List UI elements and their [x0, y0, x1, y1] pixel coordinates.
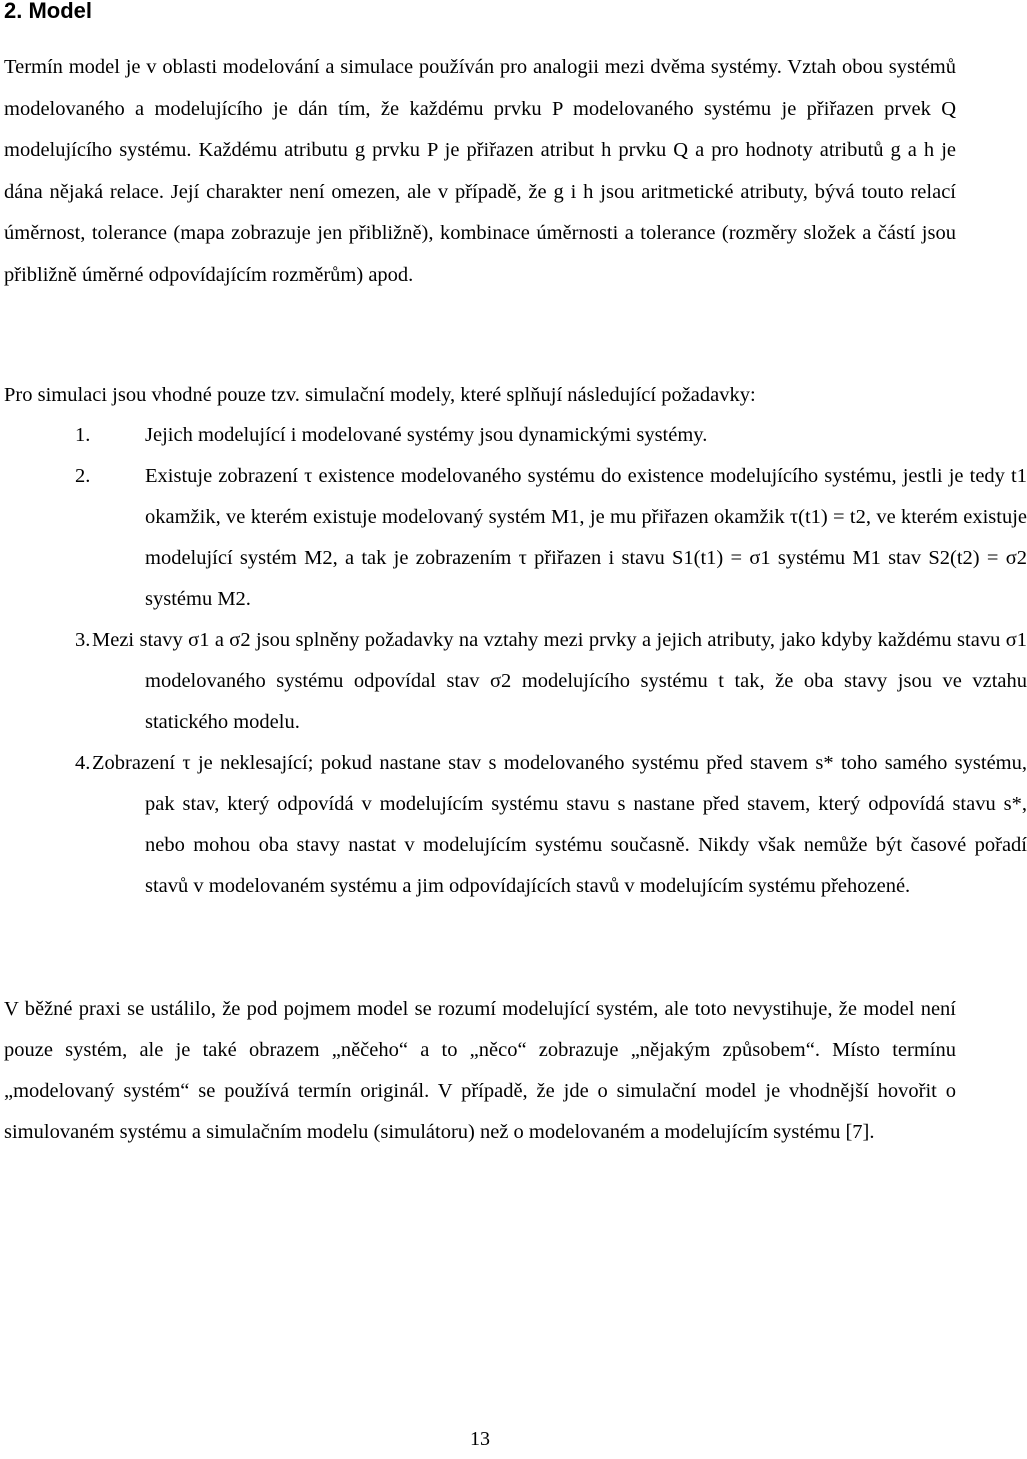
list-item-number: 2.: [75, 465, 91, 487]
list-item: [75, 456, 1027, 620]
list-item-number: 3.: [75, 629, 91, 651]
page-number: 13: [470, 1428, 490, 1450]
list-item: [75, 620, 1027, 743]
list-item-number: 1.: [75, 424, 91, 446]
list-item-number: 4.: [75, 752, 91, 774]
list-item-text: Mezi stavy σ1 a σ2 jsou splněny požadavky na vztahy mezi prvky a jejich atributy, jako kdyby každému stavu σ1 modelovaného systému odpovídal stav σ2 modelujícího systému t tak, že oba stavy jsou ve vztahu statického modelu.: [92, 629, 1027, 733]
section-heading: 2. Model: [4, 0, 93, 23]
intro-paragraph: Termín model je v oblasti modelování a simulace používán pro analogii mezi dvěma systémy. Vztah obou systémů modelovaného a modelujícího je dán tím, že každému prvku P modelovaného systému je přiřazen prvek Q modelujícího systému. Každému atributu g prvku P je přiřazen atribut h prvku Q a pro hodnoty atributů g a h je dána nějaká relace. Její charakter není omezen, ale v případě, že g i h jsou aritmetické atributy, bývá touto relací úměrnost, tolerance (mapa zobrazuje jen přibližně), kombinace úměrnosti a tolerance (rozměry složek a částí jsou přibližně úměrné odpovídajícím rozměrům) apod.: [4, 56, 962, 286]
list-item-text: Existuje zobrazení τ existence modelovaného systému do existence modelujícího systému, jestli je tedy t1 okamžik, ve kterém existuje modelovaný systém M1, je mu přiřazen okamžik τ(t1) = t2, ve kterém existuje modelující systém M2, a tak je zobrazením τ přiřazen i stavu S1(t1) = σ1 systému M1 stav S2(t2) = σ2 systému M2.: [145, 465, 1027, 610]
list-item: [75, 415, 1027, 456]
list-item: [75, 743, 1027, 907]
list-item-text: Zobrazení τ je neklesající; pokud nastane stav s modelovaného systému před stavem s* toho samého systému, pak stav, který odpovídá v modelujícím systému stavu s nastane před stavem, který odpovídá stavu s*, nebo mohou oba stavy nastat v modelujícím systému současně. Nikdy však nemůže být časové pořadí stavů v modelovaném systému a jim odpovídajících stavů v modelujícím systému přehozené.: [92, 752, 1027, 897]
closing-paragraph: V běžné praxi se ustálilo, že pod pojmem model se rozumí modelující systém, ale toto nevystihuje, že model není pouze systém, ale je také obrazem „něčeho“ a to „něco“ zobrazuje „nějakým způsobem“. Místo termínu „modelovaný systém“ se používá termín originál. V případě, že jde o simulační model je vhodnější hovořit o simulovaném systému a simulačním modelu (simulátoru) než o modelovaném a modelujícím systému [7].: [4, 998, 962, 1143]
list-item-text: Jejich modelující i modelované systémy jsou dynamickými systémy.: [145, 424, 708, 446]
conditions-intro: Pro simulaci jsou vhodné pouze tzv. simulační modely, které splňují následující požadavky:: [4, 384, 756, 406]
